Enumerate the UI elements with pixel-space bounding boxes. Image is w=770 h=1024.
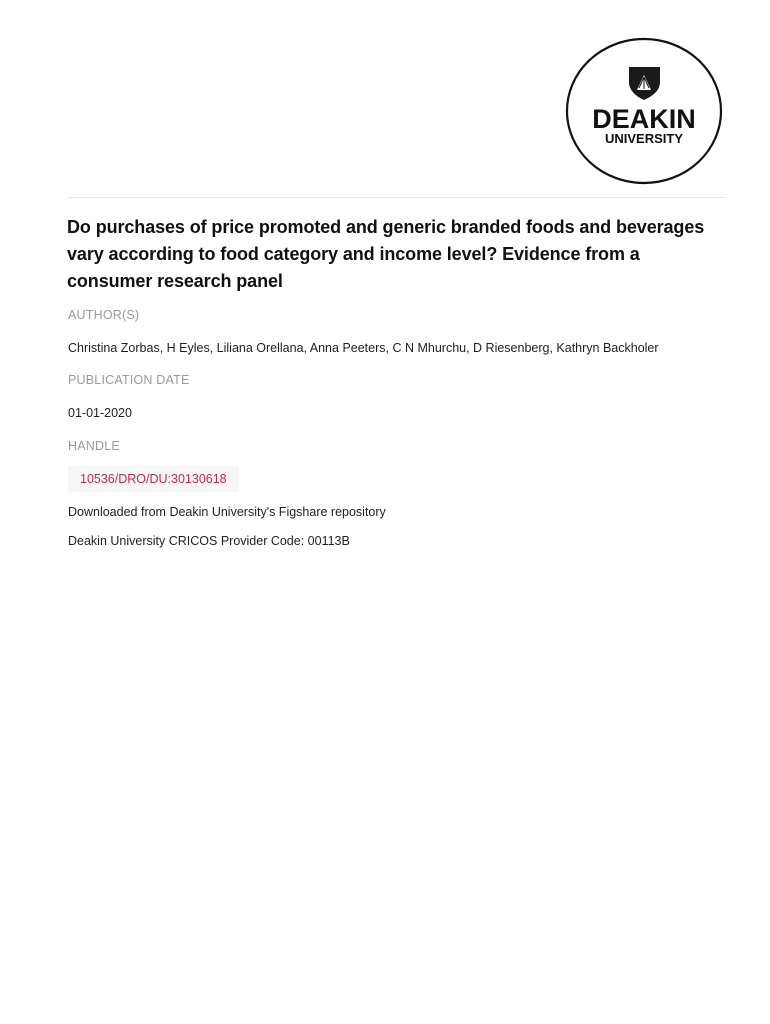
handle-link[interactable]: 10536/DRO/DU:30130618 <box>80 472 227 486</box>
logo-emblem <box>565 37 723 185</box>
authors-label: AUTHOR(S) <box>68 308 140 322</box>
cricos-provider-code: Deakin University CRICOS Provider Code: 00113B <box>68 534 350 548</box>
handle-label: HANDLE <box>68 439 120 453</box>
authors-value: Christina Zorbas, H Eyles, Liliana Orellana, Anna Peeters, C N Mhurchu, D Riesenberg, Kathryn Backholer <box>68 341 659 355</box>
logo-wordmark-university: UNIVERSITY <box>604 131 684 146</box>
downloaded-from-note: Downloaded from Deakin University's Figshare repository <box>68 505 386 519</box>
record-title: Do purchases of price promoted and generic branded foods and beverages vary according to food category and income level? Evidence from a consumer research panel <box>67 217 705 291</box>
deakin-university-logo <box>565 37 723 185</box>
publication-date-label: PUBLICATION DATE <box>68 373 190 387</box>
header-divider <box>67 197 726 198</box>
handle-chip[interactable] <box>68 466 239 492</box>
logo-wordmark-deakin: DEAKIN <box>592 104 696 134</box>
publication-date-value: 01-01-2020 <box>68 406 132 420</box>
